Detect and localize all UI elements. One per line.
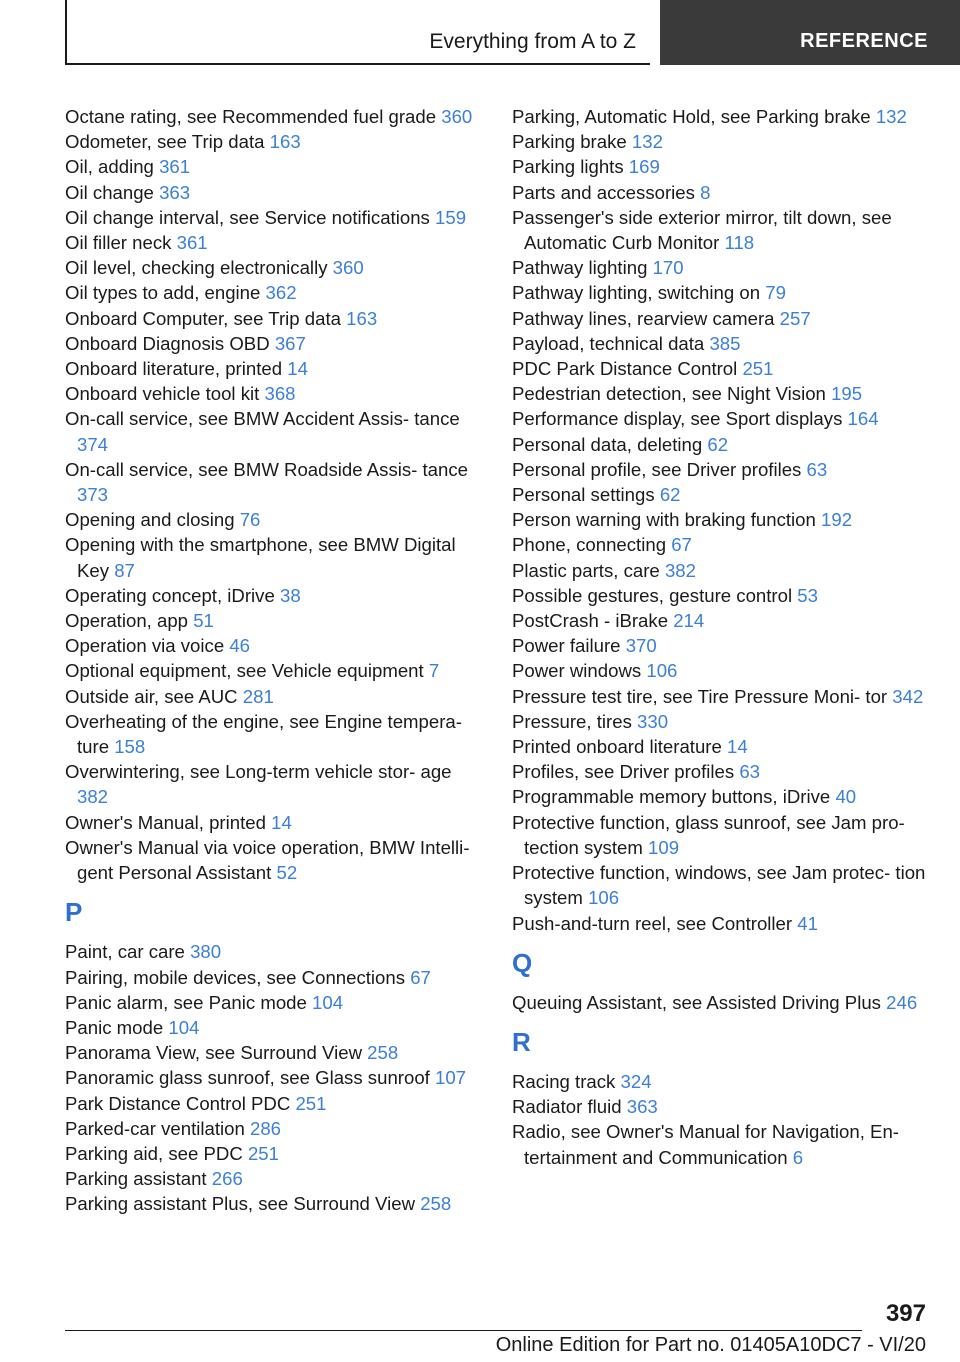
index-entry bbox=[65, 381, 485, 406]
page-reference-link[interactable]: 53 bbox=[797, 584, 818, 606]
index-entry-text: Radiator fluid bbox=[512, 1096, 622, 1118]
index-entry-text: PDC Park Distance Control bbox=[512, 358, 738, 380]
index-entry bbox=[512, 1094, 932, 1119]
index-entry bbox=[65, 684, 485, 709]
index-entry-text: Protective function, glass sunroof, see Jam pro‐ tection system bbox=[512, 811, 905, 858]
index-entry bbox=[512, 457, 932, 482]
index-entry-text: Pedestrian detection, see Night Vision bbox=[512, 383, 826, 405]
index-entry bbox=[512, 709, 932, 734]
page-reference-link[interactable]: 14 bbox=[287, 358, 308, 380]
page-reference-link[interactable]: 370 bbox=[625, 635, 657, 657]
page-reference-link[interactable]: 324 bbox=[620, 1070, 652, 1092]
index-entry-text: Possible gestures, gesture control bbox=[512, 584, 793, 606]
index-entry bbox=[512, 684, 932, 709]
index-entry bbox=[512, 507, 932, 532]
page-reference-link[interactable]: 41 bbox=[797, 912, 818, 934]
index-entry-text: Oil, adding bbox=[65, 156, 154, 178]
page-number: 397 bbox=[885, 1300, 926, 1327]
page-reference-link[interactable]: 246 bbox=[886, 991, 918, 1013]
page-reference-link[interactable]: 38 bbox=[279, 584, 301, 606]
page-reference-link[interactable]: 46 bbox=[229, 635, 251, 657]
index-entry-text: Onboard Diagnosis OBD bbox=[65, 332, 270, 354]
page-reference-link[interactable]: 251 bbox=[247, 1142, 279, 1164]
page-reference-link[interactable]: 195 bbox=[831, 383, 863, 405]
index-entry bbox=[512, 759, 932, 784]
index-entry bbox=[65, 835, 485, 885]
page-reference-link[interactable]: 76 bbox=[239, 509, 261, 531]
index-entry bbox=[512, 255, 932, 280]
index-entry-text: Protective function, windows, see Jam protec‐ tion system bbox=[512, 862, 926, 909]
page-reference-link[interactable]: 7 bbox=[428, 660, 440, 682]
index-column-right bbox=[512, 104, 932, 1170]
page-reference-link[interactable]: 367 bbox=[274, 332, 306, 354]
index-entry bbox=[65, 356, 485, 381]
index-entry bbox=[65, 810, 485, 835]
index-entry bbox=[512, 990, 932, 1015]
index-entry-text: Radio, see Owner's Manual for Navigation, En‐ tertainment and Communication bbox=[512, 1121, 899, 1168]
index-entry-text: Overwintering, see Long-term vehicle stor‐ age bbox=[65, 761, 452, 783]
index-letter-heading: Q bbox=[512, 947, 533, 978]
index-entry-text: Parking assistant bbox=[65, 1168, 207, 1190]
index-entry bbox=[512, 432, 932, 457]
index-entry bbox=[65, 583, 485, 608]
page-reference-link[interactable]: 87 bbox=[114, 559, 135, 581]
index-entry-text: Personal settings bbox=[512, 484, 655, 506]
index-entry bbox=[512, 356, 932, 381]
index-entry bbox=[512, 658, 932, 683]
index-entry bbox=[65, 406, 485, 456]
page-reference-link[interactable]: 360 bbox=[441, 106, 473, 127]
index-entry-text: PostCrash - iBrake bbox=[512, 610, 669, 632]
page-reference-link[interactable]: 330 bbox=[637, 710, 669, 732]
index-entry bbox=[512, 734, 932, 759]
page-reference-link[interactable]: 192 bbox=[821, 509, 853, 531]
index-entry-text: Opening with the smartphone, see BMW Digital Key bbox=[65, 534, 456, 581]
page-reference-link[interactable]: 104 bbox=[312, 991, 344, 1013]
index-entry bbox=[65, 280, 485, 305]
index-entry-text: Pressure, tires bbox=[512, 710, 632, 732]
index-entry-text: Overheating of the engine, see Engine tempera‐ ture bbox=[65, 710, 462, 758]
index-entry-text: Odometer, see Trip data bbox=[65, 131, 265, 153]
index-entry-text: Pressure test tire, see Tire Pressure Moni‐ tor bbox=[512, 685, 888, 707]
index-entry bbox=[65, 608, 485, 633]
index-entry-text: Power failure bbox=[512, 635, 621, 657]
index-entry bbox=[512, 129, 932, 154]
index-entry bbox=[512, 911, 932, 936]
index-entry-text: Outside air, see AUC bbox=[65, 685, 238, 707]
page-reference-link[interactable]: 164 bbox=[847, 408, 879, 430]
index-letter-heading: P bbox=[65, 897, 83, 928]
index-entry-text: Oil change bbox=[65, 181, 154, 203]
index-entry bbox=[65, 1015, 485, 1040]
index-entry bbox=[512, 406, 932, 431]
index-entry bbox=[65, 759, 485, 809]
index-entry bbox=[65, 709, 485, 759]
page-reference-link[interactable]: 79 bbox=[765, 282, 786, 304]
index-entry-text: On-call service, see BMW Accident Assis‐ tance bbox=[65, 408, 460, 430]
index-entry bbox=[512, 558, 932, 583]
index-entry bbox=[65, 129, 485, 154]
index-entry bbox=[65, 965, 485, 990]
index-entry bbox=[65, 990, 485, 1015]
page-reference-link[interactable]: 360 bbox=[332, 257, 364, 279]
page-reference-link[interactable]: 67 bbox=[410, 966, 431, 988]
page-reference-link[interactable]: 163 bbox=[346, 307, 378, 329]
chapter-tab bbox=[660, 0, 960, 65]
page-reference-link[interactable]: 361 bbox=[159, 156, 191, 178]
page-reference-link[interactable]: 8 bbox=[700, 181, 711, 203]
page-reference-link[interactable]: 363 bbox=[159, 181, 191, 203]
page-reference-link[interactable]: 380 bbox=[190, 941, 222, 963]
page-reference-link[interactable]: 374 bbox=[77, 433, 109, 455]
page-reference-link[interactable]: 170 bbox=[652, 257, 684, 279]
page-reference-link[interactable]: 104 bbox=[168, 1016, 200, 1038]
page-reference-link[interactable]: 258 bbox=[367, 1042, 399, 1064]
index-entry bbox=[512, 784, 932, 809]
page-reference-link[interactable]: 281 bbox=[242, 685, 274, 707]
page-reference-link[interactable]: 62 bbox=[659, 484, 681, 506]
index-entry bbox=[512, 180, 932, 205]
index-entry bbox=[512, 608, 932, 633]
index-entry-text: Plastic parts, care bbox=[512, 559, 660, 581]
index-entry bbox=[65, 331, 485, 356]
index-entry bbox=[512, 532, 932, 557]
page-reference-link[interactable]: 286 bbox=[250, 1117, 282, 1139]
index-entry-text: On-call service, see BMW Roadside Assis‐ tance bbox=[65, 458, 469, 480]
index-entry-text: Queuing Assistant, see Assisted Driving Plus bbox=[512, 991, 881, 1013]
page-reference-link[interactable]: 107 bbox=[435, 1067, 467, 1089]
index-entry-text: Owner's Manual via voice operation, BMW Intelli‐ gent Personal Assistant bbox=[65, 836, 470, 884]
index-entry bbox=[512, 381, 932, 406]
index-entry bbox=[65, 104, 485, 129]
index-entry bbox=[65, 1166, 485, 1191]
index-entry-text: Operation, app bbox=[65, 610, 189, 632]
index-entry bbox=[512, 1119, 932, 1169]
index-entry-text: Owner's Manual, printed bbox=[65, 811, 266, 833]
index-entry bbox=[512, 810, 932, 860]
edition-info: Online Edition for Part no. 01405A10DC7 - VI/20 bbox=[495, 1334, 926, 1356]
page-reference-link[interactable]: 169 bbox=[628, 156, 660, 178]
header-left-rule bbox=[65, 0, 67, 65]
page-reference-link[interactable]: 257 bbox=[779, 307, 811, 329]
index-entry bbox=[65, 507, 485, 532]
page-reference-link[interactable]: 14 bbox=[727, 736, 748, 758]
index-entry bbox=[65, 1091, 485, 1116]
index-entry-text: Pathway lines, rearview camera bbox=[512, 307, 775, 329]
index-entry bbox=[512, 583, 932, 608]
index-entry-text: Oil change interval, see Service notifications bbox=[65, 206, 430, 228]
index-entry bbox=[65, 306, 485, 331]
index-entry-text: Parked-car ventilation bbox=[65, 1117, 245, 1139]
page-reference-link[interactable]: 106 bbox=[646, 660, 678, 682]
index-entry-text: Oil level, checking electronically bbox=[65, 257, 328, 279]
page-reference-link[interactable]: 382 bbox=[77, 786, 109, 808]
index-entry-text: Phone, connecting bbox=[512, 534, 667, 556]
page-reference-link[interactable]: 342 bbox=[892, 685, 924, 707]
index-entry-text: Operating concept, iDrive bbox=[65, 584, 275, 606]
index-entry-text: Park Distance Control PDC bbox=[65, 1092, 291, 1114]
index-entry-text: Paint, car care bbox=[65, 941, 185, 963]
page-reference-link[interactable]: 258 bbox=[420, 1193, 452, 1215]
index-entry bbox=[65, 180, 485, 205]
index-entry bbox=[65, 457, 485, 507]
page-reference-link[interactable]: 373 bbox=[77, 484, 109, 506]
index-entry bbox=[65, 230, 485, 255]
page-reference-link[interactable]: 62 bbox=[707, 433, 729, 455]
footer-rule bbox=[65, 1330, 862, 1331]
index-entry bbox=[512, 205, 932, 255]
page-reference-link[interactable]: 63 bbox=[739, 761, 761, 783]
index-entry bbox=[65, 154, 485, 179]
index-entry-text: Push-and-turn reel, see Controller bbox=[512, 912, 793, 934]
index-entry bbox=[65, 1116, 485, 1141]
index-entry-text: Parts and accessories bbox=[512, 181, 695, 203]
index-entry bbox=[512, 633, 932, 658]
page-reference-link[interactable]: 158 bbox=[114, 736, 146, 758]
page-reference-link[interactable]: 106 bbox=[588, 887, 620, 909]
index-entry-text: Parking lights bbox=[512, 156, 624, 178]
index-entry-text: Operation via voice bbox=[65, 635, 225, 657]
page-reference-link[interactable]: 368 bbox=[264, 383, 296, 405]
index-entry-text: Power windows bbox=[512, 660, 642, 682]
page-reference-link[interactable]: 132 bbox=[875, 106, 907, 127]
index-entry bbox=[65, 1141, 485, 1166]
index-entry-text: Person warning with braking function bbox=[512, 509, 816, 531]
page-reference-link[interactable]: 382 bbox=[664, 559, 696, 581]
index-entry-text: Racing track bbox=[512, 1070, 616, 1092]
index-entry-text: Parking aid, see PDC bbox=[65, 1142, 243, 1164]
index-entry-text: Optional equipment, see Vehicle equipment bbox=[65, 660, 424, 682]
index-letter-heading: R bbox=[512, 1026, 531, 1057]
index-entry-text: Payload, technical data bbox=[512, 332, 705, 354]
index-entry-text: Panoramic glass sunroof, see Glass sunroof bbox=[65, 1067, 430, 1089]
page-reference-link[interactable]: 251 bbox=[295, 1092, 327, 1114]
index-entry bbox=[65, 633, 485, 658]
index-entry bbox=[65, 255, 485, 280]
index-entry-text: Programmable memory buttons, iDrive bbox=[512, 786, 831, 808]
page-reference-link[interactable]: 67 bbox=[671, 534, 692, 556]
page-reference-link[interactable]: 51 bbox=[193, 610, 214, 632]
index-entry-text: Parking assistant Plus, see Surround View bbox=[65, 1193, 416, 1215]
index-entry-text: Oil types to add, engine bbox=[65, 282, 261, 304]
index-entry bbox=[65, 532, 485, 582]
index-entry bbox=[512, 306, 932, 331]
header-bottom-rule bbox=[65, 63, 650, 65]
index-entry-text: Pairing, mobile devices, see Connections bbox=[65, 966, 406, 988]
page-reference-link[interactable]: 251 bbox=[742, 358, 774, 380]
page-reference-link[interactable]: 52 bbox=[276, 862, 298, 884]
index-entry-text: Opening and closing bbox=[65, 509, 235, 531]
index-entry-text: Printed onboard literature bbox=[512, 736, 722, 758]
index-entry-text: Panic alarm, see Panic mode bbox=[65, 991, 307, 1013]
index-entry bbox=[512, 1069, 932, 1094]
page-reference-link[interactable]: 159 bbox=[435, 206, 467, 228]
page-reference-link[interactable]: 109 bbox=[648, 836, 680, 858]
index-entry bbox=[65, 658, 485, 683]
index-entry-text: Onboard Computer, see Trip data bbox=[65, 307, 341, 329]
index-entry-text: Personal data, deleting bbox=[512, 433, 703, 455]
index-entry-text: Personal profile, see Driver profiles bbox=[512, 458, 802, 480]
index-entry-text: Octane rating, see Recommended fuel grade bbox=[65, 106, 437, 127]
index-entry-text: Pathway lighting bbox=[512, 257, 648, 279]
index-entry-text: Parking, Automatic Hold, see Parking brake bbox=[512, 106, 871, 127]
index-entry bbox=[512, 280, 932, 305]
index-entry-text: Performance display, see Sport displays bbox=[512, 408, 843, 430]
index-entry-text: Onboard literature, printed bbox=[65, 358, 283, 380]
page-reference-link[interactable]: 40 bbox=[835, 786, 857, 808]
index-entry-text: Panic mode bbox=[65, 1016, 164, 1038]
page-reference-link[interactable]: 214 bbox=[673, 610, 705, 632]
index-entry bbox=[512, 860, 932, 910]
index-entry bbox=[65, 1040, 485, 1065]
index-entry-text: Panorama View, see Surround View bbox=[65, 1042, 362, 1064]
page-reference-link[interactable]: 63 bbox=[806, 458, 828, 480]
index-entry-text: Passenger's side exterior mirror, tilt down, see Automatic Curb Monitor bbox=[512, 206, 892, 254]
page-reference-link[interactable]: 363 bbox=[626, 1096, 658, 1118]
page-reference-link[interactable]: 361 bbox=[176, 232, 208, 254]
index-entry bbox=[512, 331, 932, 356]
index-column-left bbox=[65, 104, 485, 1217]
index-entry bbox=[65, 1191, 485, 1216]
index-entry bbox=[65, 1065, 485, 1090]
page-reference-link[interactable]: 6 bbox=[792, 1146, 804, 1168]
page-reference-link[interactable]: 14 bbox=[271, 811, 292, 833]
section-title: Everything from A to Z bbox=[429, 30, 636, 53]
index-entry bbox=[65, 939, 485, 964]
page-reference-link[interactable]: 163 bbox=[269, 131, 301, 153]
index-entry bbox=[512, 154, 932, 179]
index-entry-text: Profiles, see Driver profiles bbox=[512, 761, 735, 783]
index-entry-text: Oil filler neck bbox=[65, 232, 172, 254]
index-entry-text: Onboard vehicle tool kit bbox=[65, 383, 260, 405]
index-entry-text: Parking brake bbox=[512, 131, 627, 153]
page-reference-link[interactable]: 132 bbox=[631, 131, 663, 153]
index-entry bbox=[512, 482, 932, 507]
page-reference-link[interactable]: 266 bbox=[211, 1168, 243, 1190]
index-entry-text: Pathway lighting, switching on bbox=[512, 282, 761, 304]
page-reference-link[interactable]: 385 bbox=[709, 332, 741, 354]
page-reference-link[interactable]: 118 bbox=[724, 232, 755, 254]
index-entry bbox=[512, 104, 932, 129]
index-entry bbox=[65, 205, 485, 230]
chapter-tab-label: REFERENCE bbox=[800, 30, 928, 52]
page-reference-link[interactable]: 362 bbox=[265, 282, 297, 304]
